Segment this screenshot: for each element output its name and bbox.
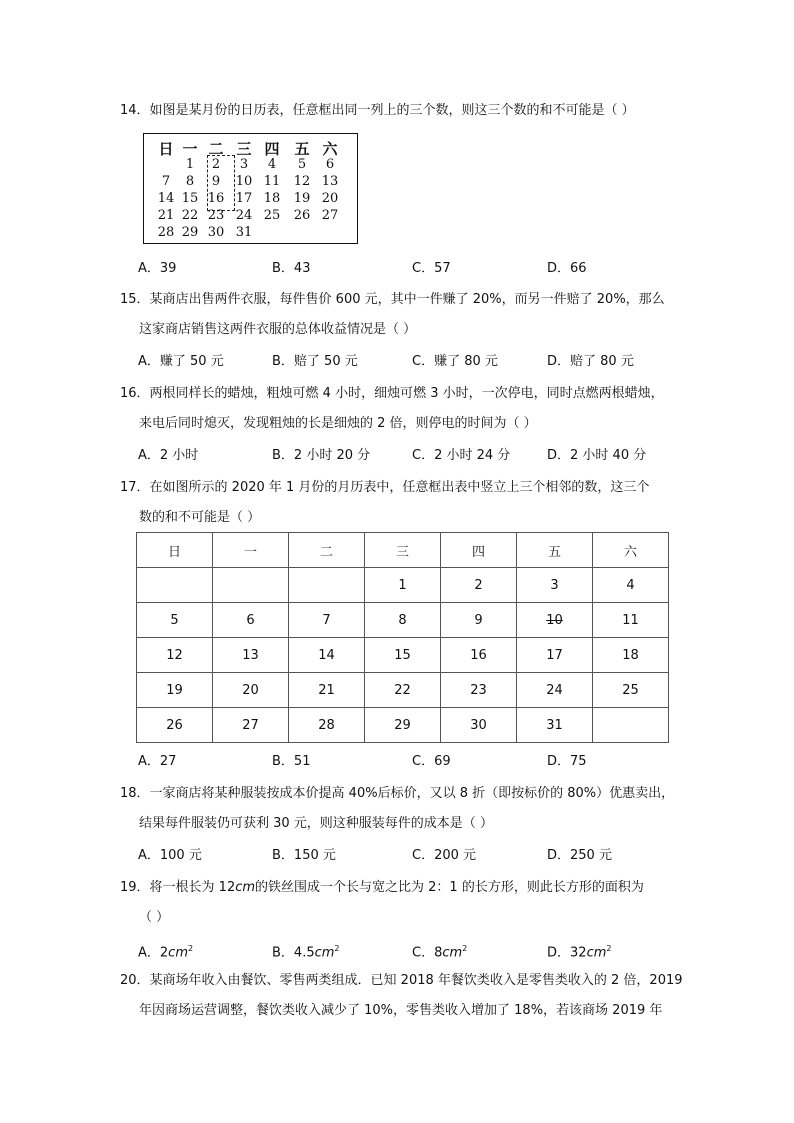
q18-option-c: C．200 元: [412, 848, 477, 863]
q14-calendar-cell: 28: [157, 225, 175, 240]
q17-option-d: D．75: [547, 754, 587, 769]
q19-line2: （ ）: [139, 910, 170, 925]
q14-calendar-header: 六: [322, 140, 338, 158]
q19-text-a: 19．将一根长为 12: [120, 880, 236, 895]
q14-calendar-cell: 4: [267, 157, 277, 172]
q17-table-row: [137, 603, 669, 638]
q17-calendar-table: [136, 532, 669, 743]
q17-table-cell: 23: [441, 673, 517, 708]
q14-calendar-cell: 15: [181, 191, 199, 206]
q14-calendar-cell: 12: [293, 174, 311, 189]
q19-option-c: [412, 940, 467, 962]
q14-stem: 14．如图是某月份的日历表，任意框出同一列上的三个数，则这三个数的和不可能是（ ）: [120, 103, 635, 118]
q17-table-header-cell: 六: [593, 533, 669, 568]
q17-table-header-cell: 日: [137, 533, 213, 568]
q18-line2: 结果每件服装仍可获利 30 元，则这种服装每件的成本是（ ）: [139, 816, 493, 831]
q19-option-a-exp: 2: [187, 944, 194, 953]
q14-calendar-cell: 9: [211, 174, 221, 189]
q14-calendar-cell: 31: [235, 225, 253, 240]
q18-option-b: B．150 元: [272, 848, 336, 863]
q19-option-c-label: C．8: [412, 945, 443, 961]
q17-table-header-cell: 四: [441, 533, 517, 568]
q20-line2: 年因商场运营调整，餐饮类收入减少了 10%，零售类收入增加了 18%，若该商场 2019 年: [139, 1003, 663, 1018]
q14-calendar-header: 日: [158, 140, 174, 158]
q19-option-a-label: A．2: [138, 945, 169, 961]
q17-table-cell: 18: [593, 638, 669, 673]
q19-option-b-label: B．4.5: [272, 945, 315, 961]
q14-calendar-header: 二: [208, 140, 224, 158]
q16-option-d: D．2 小时 40 分: [547, 448, 647, 463]
q19-option-d: [547, 940, 611, 962]
q18-option-a: A．100 元: [138, 848, 202, 863]
q17-table-row: [137, 673, 669, 708]
q17-table-cell: 25: [593, 673, 669, 708]
q14-option-d: D．66: [547, 261, 587, 276]
q17-table-cell: 24: [517, 673, 593, 708]
q17-table-cell: 11: [593, 603, 669, 638]
q19-text-b: 的铁丝围成一个长与宽之比为 2：1 的长方形，则此长方形的面积为: [255, 880, 644, 895]
q17-table-cell: 9: [441, 603, 517, 638]
q19-option-b-exp: 2: [334, 944, 340, 953]
q19-option-b-unit: cm: [314, 945, 335, 961]
q16-line1: 16．两根同样长的蜡烛，粗烛可燃 4 小时，细烛可燃 3 小时，一次停电，同时点燃两根蜡烛，: [120, 386, 664, 401]
q17-table-row: [137, 568, 669, 603]
q19-option-c-unit: cm: [442, 945, 463, 961]
q14-calendar-cell: 18: [263, 191, 281, 206]
q17-line2: 数的和不可能是（ ）: [139, 510, 261, 525]
q16-option-a: A．2 小时: [138, 448, 199, 463]
q14-calendar-cell: 29: [181, 225, 199, 240]
q15-option-c: C．赚了 80 元: [412, 354, 498, 369]
q17-table-cell: 13: [213, 638, 289, 673]
q17-table-cell: 30: [441, 708, 517, 743]
q16-line2: 来电后同时熄灭，发现粗烛的长是细烛的 2 倍，则停电的时间为（ ）: [139, 416, 537, 431]
q14-calendar-cell: 26: [293, 208, 311, 223]
q14-calendar-cell: 7: [161, 174, 171, 189]
q17-table-cell: 28: [289, 708, 365, 743]
q14-calendar-cell: 2: [211, 157, 221, 172]
q17-table-cell: 7: [289, 603, 365, 638]
q17-table-cell: 27: [213, 708, 289, 743]
q17-table-cell: 22: [365, 673, 441, 708]
q19-line1: [120, 878, 680, 898]
q17-table-cell: 17: [517, 638, 593, 673]
q19-option-d-label: D．32: [547, 945, 587, 961]
q17-table-cell: 26: [137, 708, 213, 743]
q14-calendar-cell: 11: [263, 174, 281, 189]
q14-option-b: B．43: [272, 261, 311, 276]
q17-table-row: [137, 638, 669, 673]
q17-table-cell: [213, 568, 289, 603]
q14-calendar-cell: 8: [185, 174, 195, 189]
q15-option-b: B．赔了 50 元: [272, 354, 358, 369]
q19-option-a-unit: cm: [168, 945, 188, 961]
q17-table-header-cell: 五: [517, 533, 593, 568]
q17-table-cell: 15: [365, 638, 441, 673]
q17-table-cell: 31: [517, 708, 593, 743]
q14-calendar-cell: 6: [325, 157, 335, 172]
q17-table-header-cell: 一: [213, 533, 289, 568]
q19-option-b: [272, 940, 340, 962]
q17-table-cell: 4: [593, 568, 669, 603]
q19-option-d-unit: cm: [586, 945, 607, 961]
q17-line1: 17．在如图所示的 2020 年 1 月份的月历表中，任意框出表中竖立上三个相邻的数，这三个: [120, 480, 650, 495]
q19-unit: cm: [235, 880, 256, 895]
q14-calendar-cell: 25: [263, 208, 281, 223]
q14-calendar-cell: 16: [207, 191, 225, 206]
q15-option-d: D．赔了 80 元: [547, 354, 634, 369]
q14-calendar-cell: 3: [239, 157, 249, 172]
q15-line2: 这家商店销售这两件衣服的总体收益情况是（ ）: [139, 322, 417, 337]
q17-table-cell: 3: [517, 568, 593, 603]
q18-line1: 18．一家商店将某种服装按成本价提高 40%后标价，又以 8 折（即按标价的 80%）优惠卖出，: [120, 786, 675, 801]
q14-calendar-cell: 30: [207, 225, 225, 240]
q14-calendar-cell: 5: [297, 157, 307, 172]
q19-option-c-exp: 2: [462, 944, 468, 953]
q14-calendar-cell: 20: [321, 191, 339, 206]
q17-table-cell: [289, 568, 365, 603]
q17-table-row: [137, 708, 669, 743]
q14-calendar-header: 五: [294, 140, 310, 158]
q17-table-header-cell: 二: [289, 533, 365, 568]
q17-table-header-row: [137, 533, 669, 568]
q14-calendar-cell: 22: [181, 208, 199, 223]
q17-table-cell: 2: [441, 568, 517, 603]
q17-table-cell: 21: [289, 673, 365, 708]
q14-option-a: A．39: [138, 261, 177, 276]
q14-calendar-cell: 14: [157, 191, 175, 206]
q17-table-cell: [593, 708, 669, 743]
q16-option-c: C．2 小时 24 分: [412, 448, 511, 463]
q17-table-cell: 1: [365, 568, 441, 603]
q14-calendar-cell: 21: [157, 208, 175, 223]
q15-option-a: A．赚了 50 元: [138, 354, 224, 369]
q17-table-cell: 6: [213, 603, 289, 638]
q16-option-b: B．2 小时 20 分: [272, 448, 371, 463]
q20-line1: 20．某商场年收入由餐饮、零售两类组成．已知 2018 年餐饮类收入是零售类收入的 2 倍，2019: [120, 973, 683, 988]
q14-calendar-header: 一: [182, 140, 198, 158]
q17-table-cell: 16: [441, 638, 517, 673]
q17-table-cell: 20: [213, 673, 289, 708]
q17-option-c: C．69: [412, 754, 451, 769]
q14-calendar-header: 三: [236, 140, 252, 158]
q17-option-a: A．27: [138, 754, 177, 769]
q14-calendar-cell: 10: [235, 174, 253, 189]
q17-option-b: B．51: [272, 754, 311, 769]
q19-option-d-exp: 2: [606, 944, 612, 953]
q17-table-cell: 10: [517, 603, 593, 638]
q14-calendar-header: 四: [264, 140, 280, 158]
q14-calendar: [143, 133, 358, 244]
q14-calendar-cell: 17: [235, 191, 253, 206]
q14-calendar-cell: 23: [207, 208, 225, 223]
q15-line1: 15．某商店出售两件衣服，每件售价 600 元，其中一件赚了 20%，而另一件赔了 20%，那么: [120, 292, 665, 307]
q14-calendar-cell: 27: [321, 208, 339, 223]
q18-option-d: D．250 元: [547, 848, 612, 863]
q14-calendar-cell: 13: [321, 174, 339, 189]
q14-calendar-cell: 1: [185, 157, 195, 172]
q17-table-cell: [137, 568, 213, 603]
q14-option-c: C．57: [412, 261, 451, 276]
q19-option-a: [138, 940, 193, 962]
q14-calendar-cell: 24: [235, 208, 253, 223]
q17-table-cell: 8: [365, 603, 441, 638]
q17-table-cell: 19: [137, 673, 213, 708]
q17-table-cell: 14: [289, 638, 365, 673]
q17-table-cell: 5: [137, 603, 213, 638]
q17-table-header-cell: 三: [365, 533, 441, 568]
q17-table-cell: 12: [137, 638, 213, 673]
q14-calendar-cell: 19: [293, 191, 311, 206]
q17-table-cell: 29: [365, 708, 441, 743]
